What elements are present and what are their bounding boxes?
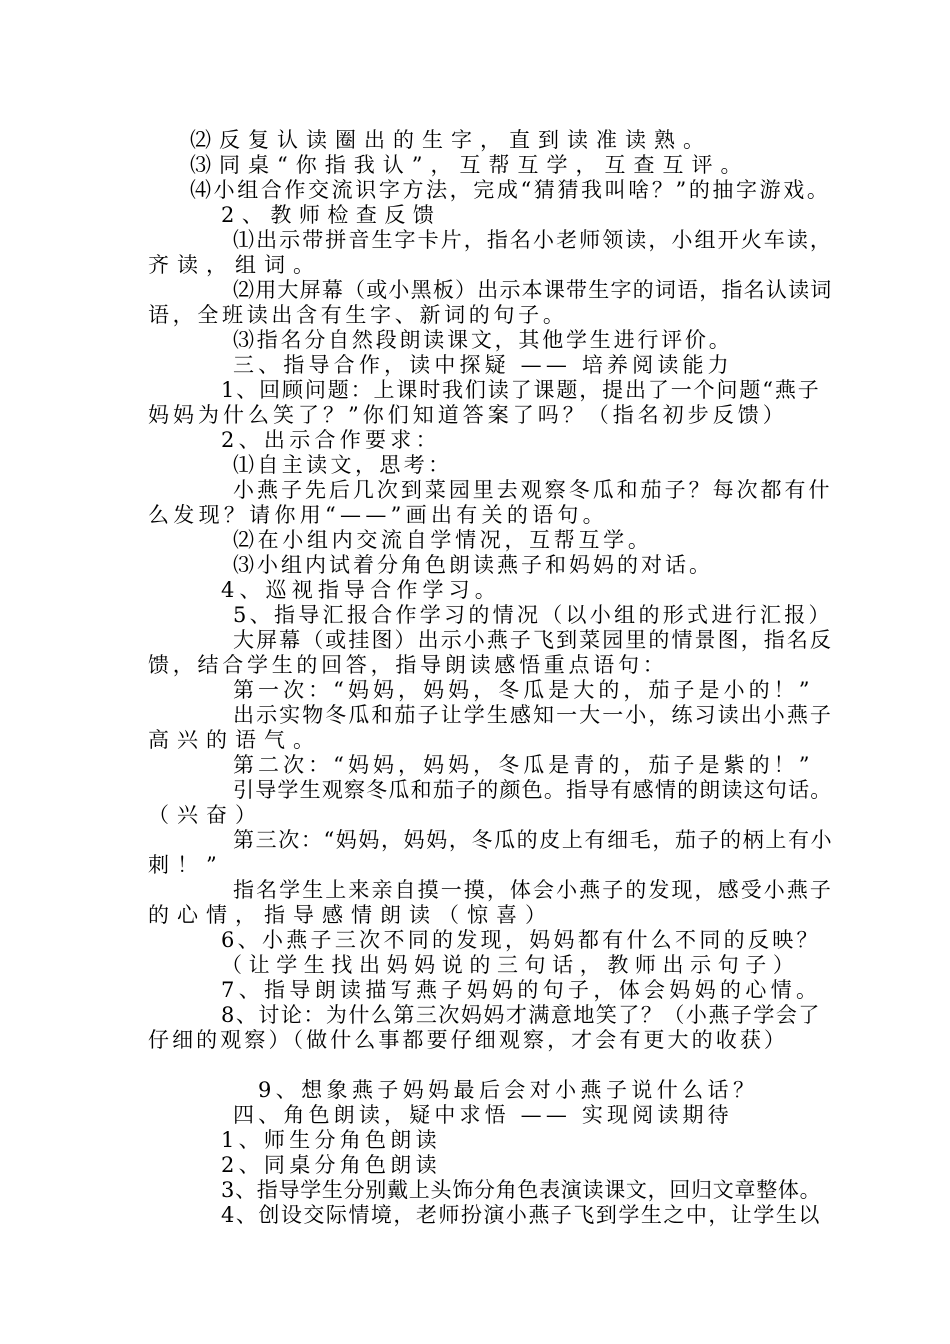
text-line: 的心情，指导感情朗读（惊喜） bbox=[148, 903, 554, 927]
text-line: 刺！” bbox=[148, 853, 225, 877]
text-line: ⑴出示带拼音生字卡片，指名小老师领读，小组开火车读， bbox=[233, 228, 833, 252]
text-line: ⑷小组合作交流识字方法，完成“猜猜我叫啥？”的抽字游戏。 bbox=[190, 178, 831, 202]
text-line: 2、出示合作要求： bbox=[221, 428, 441, 452]
text-line: ⑵反复认读圈出的生字，直到读准读熟。 bbox=[190, 128, 712, 152]
text-line: 8、讨论：为什么第三次妈妈才满意地笑了？（小燕子学会了 bbox=[221, 1003, 821, 1027]
text-line: 7、指导朗读描写燕子妈妈的句子，体会妈妈的心情。 bbox=[221, 978, 822, 1002]
section-heading: 三、指导合作，读中探疑 —— 培养阅读能力 bbox=[233, 353, 733, 377]
section-heading: 四、角色朗读，疑中求悟 —— 实现阅读期待 bbox=[233, 1103, 733, 1127]
text-line: 第一次：“妈妈，妈妈，冬瓜是大的，茄子是小的！” bbox=[233, 678, 814, 702]
text-line: ⑶小组内试着分角色朗读燕子和妈妈的对话。 bbox=[233, 553, 713, 577]
text-line: 4、巡视指导合作学习。 bbox=[221, 578, 501, 602]
text-line: 1、师生分角色朗读 bbox=[221, 1128, 441, 1152]
text-line: 4、创设交际情境，老师扮演小燕子飞到学生之中，让学生以 bbox=[221, 1203, 821, 1227]
text-line: 3、指导学生分别戴上头饰分角色表演读课文，回归文章整体。 bbox=[221, 1178, 822, 1202]
text-line: 语，全班读出含有生字、新词的句子。 bbox=[148, 303, 568, 327]
text-line: ⑵在小组内交流自学情况，互帮互学。 bbox=[233, 528, 653, 552]
text-line: 高兴的语气。 bbox=[148, 728, 322, 752]
text-line: ⑵用大屏幕（或小黑板）出示本课带生字的词语，指名认读词 bbox=[233, 278, 833, 302]
text-line: 第三次：“妈妈，妈妈，冬瓜的皮上有细毛，茄子的柄上有小 bbox=[233, 828, 834, 852]
text-line: （兴奋） bbox=[148, 803, 264, 827]
text-line: ⑴自主读文，思考： bbox=[233, 453, 453, 477]
text-line: 么发现？请你用“——”画出有关的语句。 bbox=[148, 503, 608, 527]
text-line: 大屏幕（或挂图）出示小燕子飞到菜园里的情景图，指名反 bbox=[233, 628, 833, 652]
text-line: ⑶指名分自然段朗读课文，其他学生进行评价。 bbox=[233, 328, 733, 352]
text-line: 小燕子先后几次到菜园里去观察冬瓜和茄子？每次都有什 bbox=[233, 478, 833, 502]
text-line: 第二次：“妈妈，妈妈，冬瓜是青的，茄子是紫的！” bbox=[233, 753, 814, 777]
text-line: 馈，结合学生的回答，指导朗读感悟重点语句： bbox=[148, 653, 668, 677]
text-line: 齐读，组词。 bbox=[148, 253, 322, 277]
text-line: 2、同桌分角色朗读 bbox=[221, 1153, 441, 1177]
text-line: 5、指导汇报合作学习的情况（以小组的形式进行汇报） bbox=[233, 603, 833, 627]
text-line: 妈妈为什么笑了？”你们知道答案了吗？（指名初步反馈） bbox=[148, 403, 788, 427]
text-line: 1、回顾问题：上课时我们读了课题，提出了一个问题“燕子 bbox=[221, 378, 821, 402]
text-line: 9、想象燕子妈妈最后会对小燕子说什么话？ bbox=[258, 1078, 759, 1102]
text-line: （让学生找出妈妈说的三句话，教师出示句子） bbox=[221, 953, 801, 977]
text-line: 引导学生观察冬瓜和茄子的颜色。指导有感情的朗读这句话。 bbox=[233, 778, 833, 802]
text-line: 仔细的观察）（做什么事都要仔细观察，才会有更大的收获） bbox=[148, 1028, 788, 1052]
text-line: 6、小燕子三次不同的发现，妈妈都有什么不同的反映？ bbox=[221, 928, 821, 952]
text-line: 2、教师检查反馈 bbox=[221, 203, 442, 227]
text-line: 出示实物冬瓜和茄子让学生感知一大一小，练习读出小燕子 bbox=[233, 703, 833, 727]
text-line: 指名学生上来亲自摸一摸，体会小燕子的发现，感受小燕子 bbox=[233, 878, 833, 902]
text-line: ⑶同桌“你指我认”，互帮互学，互查互评。 bbox=[190, 153, 750, 177]
